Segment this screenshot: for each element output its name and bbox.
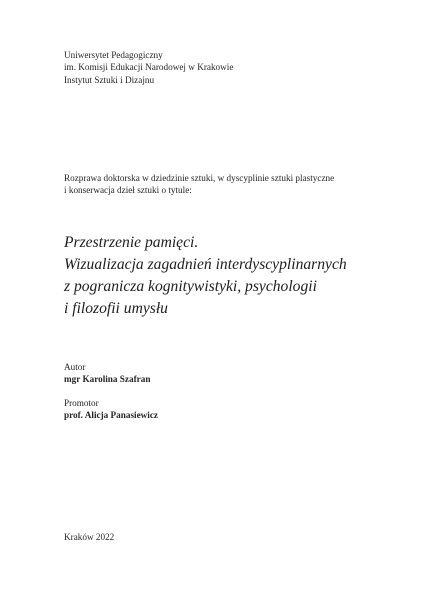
author-block	[64, 361, 150, 386]
university-name: Uniwersytet Pedagogiczny	[64, 50, 163, 60]
promotor-label: Promotor	[64, 398, 99, 408]
title-line-4: i filozofii umysłu	[64, 300, 168, 317]
place-date: Kraków 2022	[64, 532, 115, 542]
dissertation-title	[64, 232, 347, 320]
university-patron: im. Komisji Edukacji Narodowej w Krakowie	[64, 62, 234, 73]
institution-block	[64, 49, 233, 86]
title-line-1: Przestrzenie pamięci.	[64, 234, 199, 251]
promotor-block	[64, 397, 158, 422]
title-line-3: z pogranicza kognitywistyki, psychologii	[64, 278, 317, 295]
title-line-2: Wizualizacja zagadnień interdyscyplinarnych	[64, 256, 347, 273]
author-label: Autor	[64, 362, 86, 372]
author-name: mgr Karolina Szafran	[64, 374, 151, 385]
institute-name: Instytut Sztuki i Dizajnu	[64, 74, 155, 85]
dissertation-intro	[64, 172, 334, 197]
promotor-name: prof. Alicja Panasiewicz	[64, 410, 158, 421]
intro-line-1: Rozprawa doktorska w dziedzinie sztuki, w dyscyplinie sztuki plastyczne	[64, 173, 335, 183]
intro-line-2: i konserwacja dzieł sztuki o tytule:	[64, 185, 192, 196]
